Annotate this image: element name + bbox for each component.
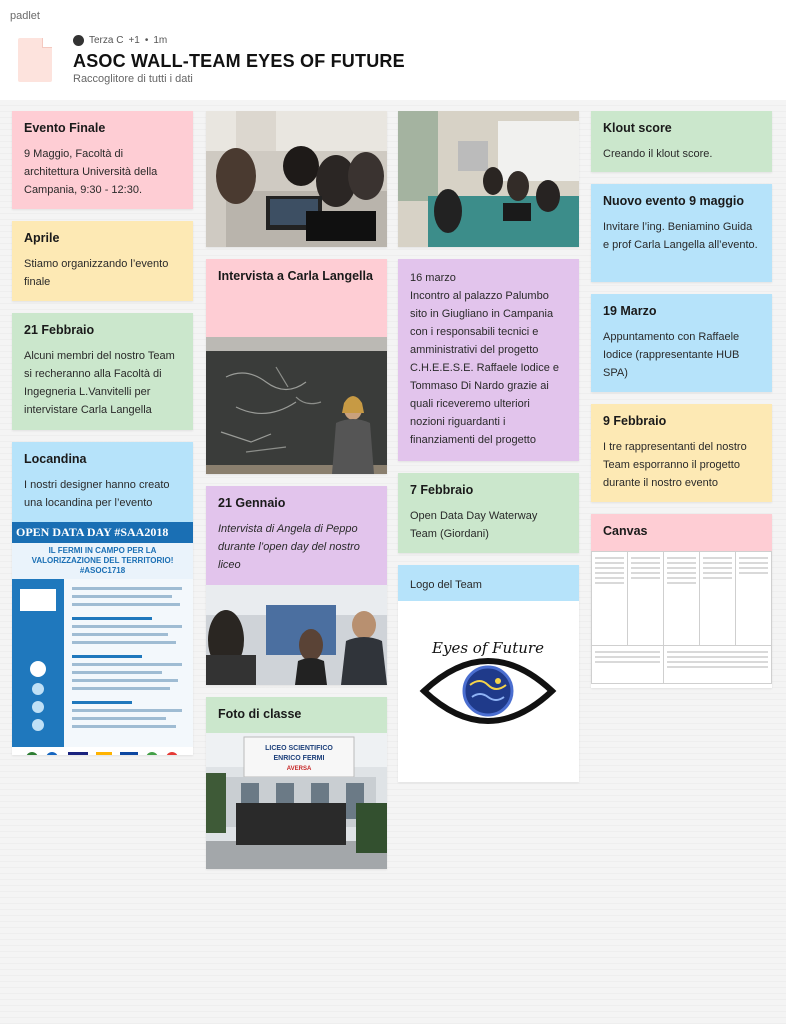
logo-text: Eyes of Future <box>432 639 544 657</box>
author-name[interactable]: Terza C <box>89 35 124 46</box>
class-photo <box>206 733 387 869</box>
post-logo-del-team[interactable] <box>398 565 579 782</box>
school-sign-line2: ENRICO FERMI <box>273 755 325 762</box>
canvas-image <box>591 551 772 688</box>
column-3 <box>398 111 579 794</box>
post-text: Stiamo organizzando l’evento finale <box>24 258 169 288</box>
board-header <box>0 0 786 100</box>
post-nuovo-evento[interactable] <box>591 184 772 282</box>
post-7-febbraio[interactable] <box>398 473 579 553</box>
post-title: 21 Gennaio <box>218 496 286 510</box>
post-intervista[interactable] <box>206 259 387 474</box>
post-title: Canvas <box>603 524 648 538</box>
post-text: I tre rappresentanti del nostro Team esporranno il progetto durante il nostro evento <box>603 441 747 489</box>
school-sign-line1: LICEO SCIENTIFICO <box>265 745 333 752</box>
board-meta <box>73 35 167 46</box>
post-text: Appuntamento con Raffaele Iodice (rappresentante HUB SPA) <box>603 331 740 379</box>
post-photo-classroom[interactable] <box>398 111 579 247</box>
post-text: Creando il klout score. <box>603 148 713 160</box>
post-title: 16 marzo <box>410 272 456 284</box>
post-text: Alcuni membri del nostro Team si recheranno alla Facoltà di Ingegneria L.Vanvitelli per intervistare Carla Langella <box>24 350 175 416</box>
post-text: 9 Maggio, Facoltà di architettura Università della Campania, 9:30 - 12:30. <box>24 148 158 196</box>
board-subtitle: Raccoglitore di tutti i dati <box>73 73 193 85</box>
interview-photo <box>206 337 387 474</box>
team-logo-image <box>398 601 579 782</box>
post-photo-students-laptop[interactable] <box>206 111 387 247</box>
post-title: Locandina <box>24 452 87 466</box>
post-title: Intervista a Carla Langella <box>218 269 373 283</box>
likes-count[interactable]: +1 <box>128 35 140 46</box>
poster-subtitle: IL FERMI IN CAMPO PER LA VALORIZZAZIONE DEL TERRITORIO! #ASOC1718 <box>12 543 193 579</box>
column-1 <box>12 111 193 767</box>
column-2 <box>206 111 387 881</box>
column-4 <box>591 111 772 700</box>
separator-dot: • <box>144 35 149 46</box>
post-title: Nuovo evento 9 maggio <box>603 194 744 208</box>
post-title: Evento Finale <box>24 121 106 135</box>
post-locandina[interactable] <box>12 442 193 755</box>
classroom-photo <box>398 111 579 247</box>
students-photo <box>206 111 387 247</box>
post-21-febbraio[interactable] <box>12 313 193 430</box>
post-text: Intervista di Angela di Peppo durante l’open day del nostro liceo <box>218 523 360 571</box>
post-9-febbraio[interactable] <box>591 404 772 502</box>
post-16-marzo[interactable] <box>398 259 579 461</box>
post-title: Logo del Team <box>410 579 482 591</box>
post-title: 7 Febbraio <box>410 483 474 497</box>
post-title: Aprile <box>24 231 60 245</box>
post-text: Incontro al palazzo Palumbo sito in Giugliano in Campania con i responsabili tecnici e amministrativi del progetto C.H.E.E.S.E. Raffaele Iodice e Tommaso Di Nardo grazie ai quali riceveremo ulteriori nozioni riguardanti i finanziamenti del progetto <box>410 290 559 446</box>
padlet-logo[interactable]: padlet <box>10 10 40 22</box>
poster-body <box>12 579 193 755</box>
author-avatar[interactable] <box>73 35 84 46</box>
post-klout-score[interactable] <box>591 111 772 172</box>
post-evento-finale[interactable] <box>12 111 193 209</box>
post-foto-di-classe[interactable] <box>206 697 387 869</box>
post-title: Foto di classe <box>218 707 302 721</box>
post-aprile[interactable] <box>12 221 193 301</box>
post-21-gennaio[interactable] <box>206 486 387 685</box>
board-title: ASOC WALL-TEAM EYES OF FUTURE <box>73 51 405 71</box>
post-title: 9 Febbraio <box>603 414 667 428</box>
post-19-marzo[interactable] <box>591 294 772 392</box>
post-time: 1m <box>153 35 168 46</box>
post-text: Open Data Day Waterway Team (Giordani) <box>410 510 538 540</box>
poster-image[interactable] <box>12 522 193 755</box>
post-text: Invitare l’ing. Beniamino Guida e prof Carla Langella all’evento. <box>603 221 758 251</box>
post-title: Klout score <box>603 121 672 135</box>
post-text: I nostri designer hanno creato una locandina per l’evento <box>24 479 170 509</box>
post-title: 19 Marzo <box>603 304 657 318</box>
post-canvas[interactable] <box>591 514 772 688</box>
poster-title: OPEN DATA DAY #SAA2018 <box>12 522 193 543</box>
board-icon <box>18 38 52 82</box>
post-title: 21 Febbraio <box>24 323 95 337</box>
openday-photo <box>206 585 387 685</box>
school-sign-line3: AVERSA <box>286 766 312 772</box>
